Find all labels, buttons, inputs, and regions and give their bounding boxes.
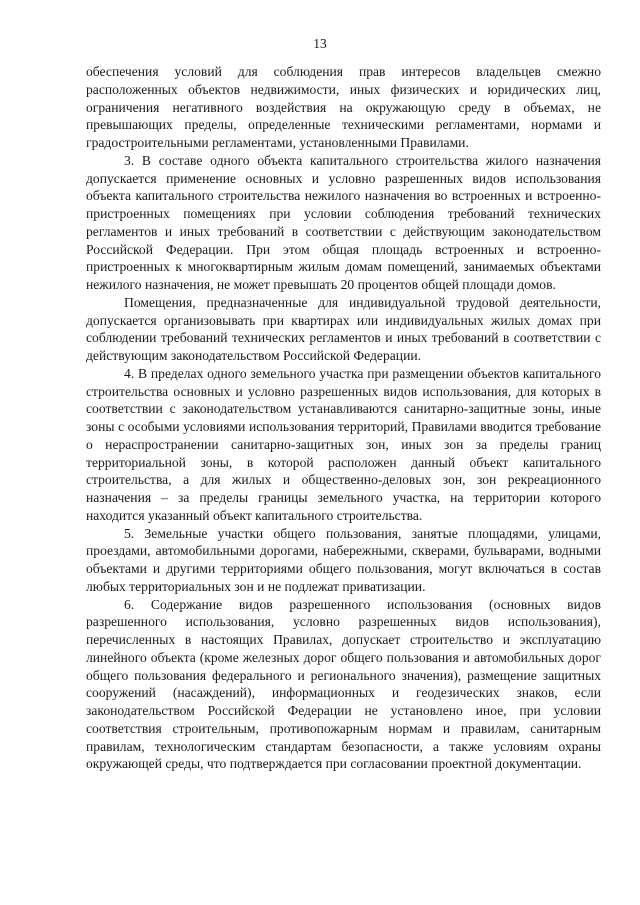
paragraph-continuation: обеспечения условий для соблюдения прав интересов владельцев смежно расположенных объектов недвижимости, иных физических и юридических лиц, ограничения негативного воздействия на окружающую среду в объемах, не превышающих пределы, определенные техническими регламентами, нормами и градостроительными регламентами, установленными Правилами. — [86, 64, 601, 150]
paragraph-premises: Помещения, предназначенные для индивидуальной трудовой деятельности, допускается организовывать при квартирах или индивидуальных жилых домах при соблюдении требований технических регламентов и иных требований в соответствии с действующим законодательством Российской Федерации. — [86, 294, 601, 363]
paragraph-item-3: 3. В составе одного объекта капитального строительства жилого назначения допускается применение основных и условно разрешенных видов использования объекта капитального строительства нежилого назначения во встроенных и встроенно-пристроенных помещениях при условии соблюдения требований технических регламентов и иных требований в соответствии с действующим законодательством Российской Федерации. При этом общая площадь встроенных и встроенно-пристроенных к многоквартирным жилым домам помещений, занимаемых объектами нежилого назначения, не может превышать 20 процентов общей площади домов. — [86, 152, 601, 292]
document-body — [86, 63, 601, 773]
paragraph-item-5: 5. Земельные участки общего пользования, занятые площадями, улицами, проездами, автомобильными дорогами, набережными, скверами, бульварами, водными объектами и другими территориями общего пользования, могут включаться в состав любых территориальных зон и не подлежат приватизации. — [86, 525, 601, 594]
paragraph-item-6: 6. Содержание видов разрешенного использования (основных видов разрешенного использования, условно разрешенных видов использования), перечисленных в настоящих Правилах, допускает строительство и эксплуатацию линейного объекта (кроме железных дорог общего пользования и автомобильных дорог общего пользования федерального и регионального значения), размещение защитных сооружений (насаждений), информационных и геодезических знаков, если законодательством Российской Федерации не установлено иное, при условии соответствия строительным, противопожарным нормам и правилам, санитарным правилам, технологическим стандартам безопасности, а также условиям охраны окружающей среды, что подтверждается при согласовании проектной документации. — [86, 596, 601, 772]
paragraph-item-4: 4. В пределах одного земельного участка при размещении объектов капитального строительства основных и условно разрешенных видов использования, для которых в соответствии с законодательством устанавливаются санитарно-защитные зоны, иные зоны с особыми условиями использования территорий, Правилами вводится требование о нераспространении санитарно-защитных зон, иных зон за пределы границ территориальной зоны, в которой расположен данный объект капитального строительства, а для жилых и общественно-деловых зон, зон рекреационного назначения – за пределы границы земельного участка, на территории которого находится указанный объект капитального строительства. — [86, 365, 601, 523]
page-number: 13 — [313, 36, 327, 51]
